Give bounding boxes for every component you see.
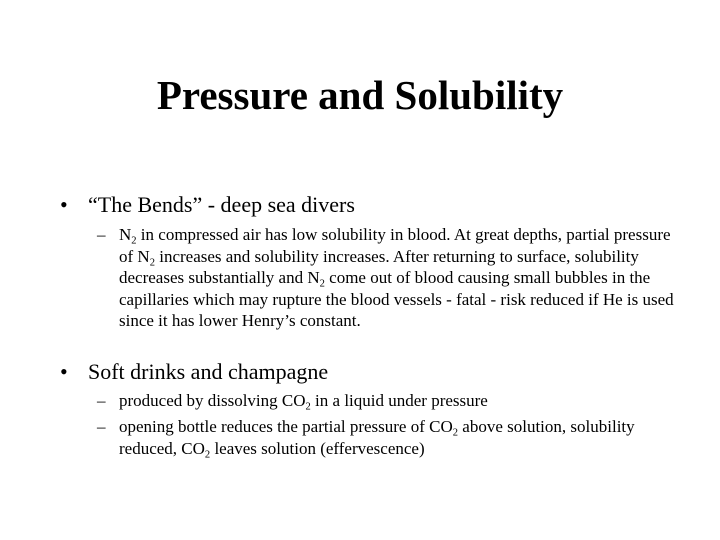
bullet-dot: •: [60, 192, 68, 217]
sub-point-text: [119, 390, 679, 412]
bullet-text: Soft drinks and champagne: [88, 359, 329, 384]
text-run: in a liquid under pressure: [310, 391, 488, 410]
slide-title: Pressure and Solubility: [156, 72, 564, 118]
text-run: in compressed air has low solubility in blood. At great depths, partial pressure of N: [119, 225, 671, 266]
dash-marker: –: [97, 417, 106, 436]
subscript: 2: [305, 401, 311, 413]
subscript: 2: [204, 449, 211, 461]
text-run: above solution, solubility reduced, CO: [119, 417, 635, 458]
text-run: leaves solution (effervescence): [210, 438, 425, 458]
sub-point-text: [119, 224, 679, 332]
bullet-dot: •: [60, 359, 68, 384]
text-run: opening bottle reduces the partial pressure of CO: [119, 417, 453, 436]
text-run: come out of blood causing small bubbles in the capillaries which may rupture the blood vessels - fatal - risk reduced if He is used since it has lower Henry’s constant.: [119, 268, 674, 330]
text-run: increases and solubility increases. After returning to surface, solubility decreases substantially and N: [119, 246, 639, 287]
text-run: N: [119, 225, 132, 244]
dash-marker: –: [97, 225, 106, 244]
text-run: produced by dissolving CO: [119, 391, 306, 410]
subscript: 2: [149, 257, 155, 269]
subscript: 2: [319, 278, 325, 290]
sub-point-text: [119, 416, 679, 459]
bullet-text: “The Bends” - deep sea divers: [88, 192, 355, 217]
subscript: 2: [452, 427, 459, 439]
dash-marker: –: [97, 391, 106, 410]
subscript: 2: [131, 235, 137, 247]
